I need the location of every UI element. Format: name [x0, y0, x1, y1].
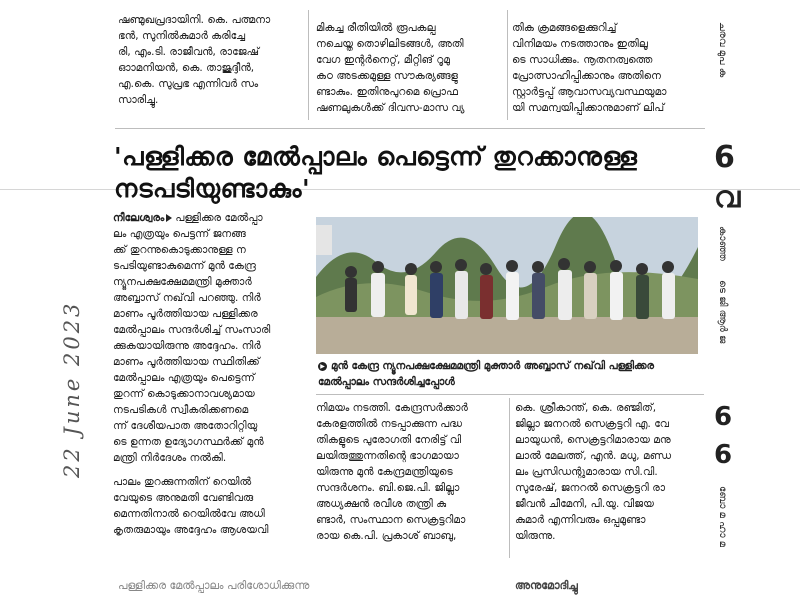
text-line: വിനിമയം നടത്താനും ഇതിലൂ: [512, 38, 648, 50]
strip-text: കാഞ്ഞ: [717, 226, 728, 261]
strip-heading-char: 6: [714, 440, 733, 470]
text-line: കേരളത്തിൽ നടപ്പാക്കുന്ന പദ്ധ: [316, 418, 463, 430]
text-line: ന്ന് ദേശീയപാത അതോറിറ്റിയു: [113, 420, 258, 432]
strip-heading-char: വ: [714, 180, 741, 215]
crowd-photo-illustration: [316, 217, 698, 354]
text-line: കുമാർ എന്നിവരും ഒപ്പമുണ്ടാ: [515, 514, 646, 526]
text-line: അബ്ബാസ് നഖ്‌വി പറഞ്ഞു. നിർ: [113, 292, 261, 304]
text-line: ലാൽ മേലത്ത്, എൻ. മധു, മണ്ഡ: [515, 450, 671, 462]
top-right-column: [512, 20, 702, 116]
text-line: യി സമന്വയിപ്പിക്കാനുമാണ് ലിപ്: [512, 102, 665, 114]
top-left-column: [118, 12, 302, 108]
headline-line-2: നടപടിയുണ്ടാകും': [114, 174, 311, 203]
text-line: ണ്ടാർ, സംസ്ഥാന സെക്രട്ടറിമാ: [316, 514, 466, 526]
text-line: ഷണ്മുഖപ്രദായിനി. കെ. പത്മനാ: [118, 14, 271, 26]
photo-caption: [318, 358, 704, 390]
column-divider: [308, 10, 309, 120]
article-column-3: [515, 400, 707, 544]
caption-line-2: മേൽപ്പാലം സന്ദർശിച്ചപ്പോൾ: [318, 376, 455, 388]
column-divider: [509, 398, 510, 558]
dateline-arrow-icon: [166, 214, 172, 222]
headline-line-1: 'പള്ളിക്കര മേൽപ്പാലം പെട്ടെന്ന് തുറക്കാനുള്ള: [114, 142, 638, 171]
headline: [114, 141, 694, 205]
caption-divider: [316, 394, 704, 395]
section-divider: [115, 128, 705, 129]
text-line: സന്ദർശനം. ബി.ജെ.പി. ജില്ലാ: [316, 482, 460, 494]
text-line: ഷണലുകൾക്ക് ദിവസ-മാസ വ്യ: [316, 102, 465, 114]
text-line: പ്രോത്സാഹിപ്പിക്കാനും അതിനെ: [512, 70, 661, 82]
strip-heading-char: 6: [714, 402, 733, 432]
text-line: സുരേഷ്, ജനറൽ സെക്രട്ടറി രാ: [515, 482, 666, 494]
text-line: മേൽപ്പാലം എത്രയും പെട്ടെന്ന്: [113, 372, 255, 384]
text-line: വേയുടെ അനുമതി വേണ്ടിവരു: [113, 492, 254, 504]
text-line: അധ്യക്ഷൻ രവീശ തന്ത്രി കു: [316, 498, 447, 510]
text-line: സ്റ്റാർട്ടപ്പ് ആവാസവ്യവസ്ഥയുമാ: [512, 86, 667, 98]
adjacent-article-strip: [712, 0, 752, 600]
caption-line-1: മുൻ കേന്ദ്ര ന്യൂനപക്ഷക്ഷേമമന്ത്രി മുക്താർ അബ്ബാസ് നഖ്‌വി പള്ളിക്കര: [331, 360, 654, 372]
text-line: സാരിച്ചു.: [118, 94, 159, 106]
strip-text: ചരവ മുപ ക: [717, 22, 728, 78]
handwritten-date: 22 June 2023: [60, 300, 84, 478]
text-line: ഓാമനിയൻ, കെ. താജുദ്ദീൻ,: [118, 62, 255, 74]
text-line: തുറന്ന് കൊടുക്കാനാവശ്യമായ: [113, 388, 255, 400]
article-photo: [316, 217, 698, 354]
text-line: ണ്ടാകും. ഇതിനുപുറമെ പ്രൊഫ: [316, 86, 458, 98]
text-line: യിരുന്നു.: [515, 530, 556, 542]
text-line: മാണം പൂർത്തിയായ സ്ഥിതിക്ക്: [113, 356, 260, 368]
text-line: ലയിരുത്തുന്നതിന്റെ ഭാഗമായാ: [316, 450, 459, 462]
text-line: ടെ സാധിക്കും. നൂതനത്വത്തെ: [512, 54, 653, 66]
text-line: കഠ അടക്കമുള്ള സൗകര്യങ്ങളു: [316, 70, 458, 82]
footer-cutoff-right: അനുമോദിച്ചു: [515, 579, 578, 592]
text-line: മെന്നതിനാൽ റെയിൽവേ അധി: [113, 508, 265, 520]
text-line: വേഗ ഇന്റർനെറ്റ്, മീറ്റിങ് റൂമു: [316, 54, 450, 66]
text-line: ജീവൻ ചീമേനി, പി.യു. വിജയ: [515, 498, 654, 510]
play-marker-icon: ▶: [318, 362, 327, 371]
text-line: ഭൻ, സുനിൽകുമാർ കരിച്ചേ: [118, 30, 246, 42]
footer-cutoff-left: പള്ളിക്കര മേൽപ്പാലം പരിശോധിക്കുന്നു: [118, 579, 310, 592]
text-line: തിക ക്രമങ്ങളെക്കുറിച്ച്: [512, 22, 617, 34]
text-line: രി, എം.ടി. രാജീവൻ, രാജേഷ്: [118, 46, 259, 58]
text-line: ലം എത്രയും പെട്ടന്ന് ജനങ്ങ: [113, 228, 246, 240]
column-divider: [507, 10, 508, 120]
text-line: മികച്ച രീതിയിൽ രൂപകല്പ: [316, 22, 436, 34]
top-middle-column: [316, 20, 504, 116]
strip-heading-char: 6: [714, 140, 735, 175]
text-line: നചെയ്ത തൊഴിലിടങ്ങൾ, അതി: [316, 38, 464, 50]
text-line: ക്കുകയായിരുന്നു അദ്ദേഹം. നിർ: [113, 340, 261, 352]
text-line: രായ കെ.പി. പ്രകാശ് ബാബു,: [316, 530, 457, 542]
text-line: പാലം തുറക്കുന്നതിന് റെയിൽ: [113, 476, 252, 488]
text-line: ടെ ഉന്നത ഉദ്യോഗസ്ഥർക്ക് മുൻ: [113, 436, 264, 448]
text-fragment: പള്ളിക്കര മേൽപ്പാ: [175, 212, 263, 224]
text-line: യിരുന്നു മുൻ കേന്ദ്രമന്ത്രിയുടെ: [316, 466, 453, 478]
text-line: മന്ത്രി നിർദേശം നൽകി.: [113, 452, 227, 464]
text-line: കെ. ശ്രീകാന്ത്, കെ. രഞ്ജിത്,: [515, 402, 657, 414]
article-column-1: [113, 210, 309, 538]
text-line: എ.കെ. സുപ്രഭ എന്നിവർ സം: [118, 78, 259, 90]
text-line: ലം പ്രസിഡന്റുമാരായ സി.വി.: [515, 466, 658, 478]
dateline-line: [113, 210, 309, 226]
dateline: നീലേശ്വരം: [113, 212, 165, 224]
text-line: ലായുധൻ, സെക്രട്ടറിമാരായ മനു: [515, 434, 671, 446]
text-line: ന്യൂനപക്ഷക്ഷേമമന്ത്രി മുക്താർ: [113, 276, 252, 288]
text-line: മാണം പൂർത്തിയായ പള്ളിക്കര: [113, 308, 258, 320]
text-line: മേൽപ്പാലം സന്ദർശിച്ച് സംസാരി: [113, 324, 271, 336]
article-column-2: [316, 400, 512, 544]
text-line: കൃതരുമായും അദ്ദേഹം ആശയവി: [113, 524, 269, 536]
text-line: നിമയം നടത്തി. കേന്ദ്രസർക്കാർ: [316, 402, 468, 414]
text-line: നടപടികൾ സ്വീകരിക്കണമെ: [113, 404, 249, 416]
text-line: ക്ക് തുറന്നുകൊടുക്കാനുള്ള ന: [113, 244, 246, 256]
strip-text: ടെ ജി ആർ ജ: [717, 280, 728, 344]
text-line: തികളുടെ പുരോഗതി നേരിട്ട് വി: [316, 434, 462, 446]
strip-text: ബോ മ ഹാ മ: [717, 486, 728, 548]
text-line: ജില്ലാ ജനറൽ സെക്രട്ടറി എ. വേ: [515, 418, 670, 430]
text-line: ടപടിയുണ്ടാകുമെന്ന് മുൻ കേന്ദ്ര: [113, 260, 256, 272]
